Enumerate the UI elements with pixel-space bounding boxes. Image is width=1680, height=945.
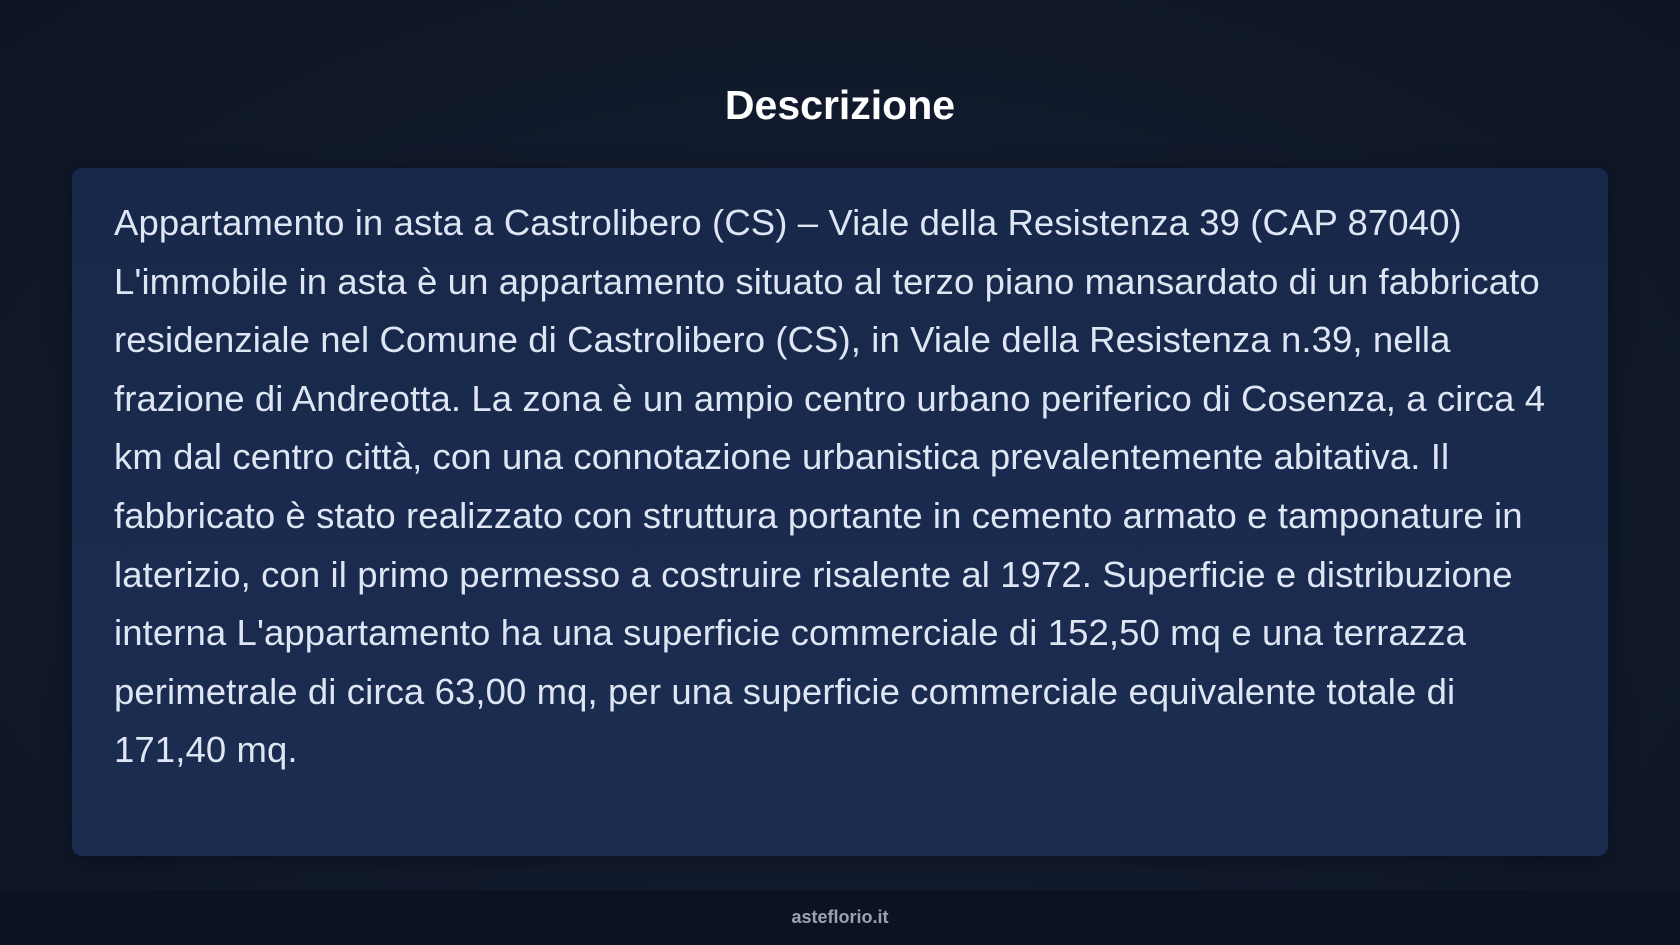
description-text: Appartamento in asta a Castrolibero (CS) – Viale della Resistenza 39 (CAP 87040) L'immobile in asta è un appartamento situato al terzo piano mansardato di un fabbricato residenziale nel Comune di Castrolibero (CS), in Viale della Resistenza n.39, nella frazione di Andreotta. La zona è un ampio centro urbano periferico di Cosenza, a circa 4 km dal centro città, con una connotazione urbanistica prevalentemente abitativa. Il fabbricato è stato realizzato con struttura portante in cemento armato e tamponature in laterizio, con il primo permesso a costruire risalente al 1972. Superficie e distribuzione interna L'appartamento ha una superficie commerciale di 152,50 mq e una terrazza perimetrale di circa 63,00 mq, per una superficie commerciale equivalente totale di 171,40 mq. xyxy=(114,202,1546,771)
page-title: Descrizione xyxy=(724,82,956,128)
footer xyxy=(0,890,1680,945)
footer-site-label: asteflorio.it xyxy=(791,907,889,927)
description-card xyxy=(72,168,1608,856)
